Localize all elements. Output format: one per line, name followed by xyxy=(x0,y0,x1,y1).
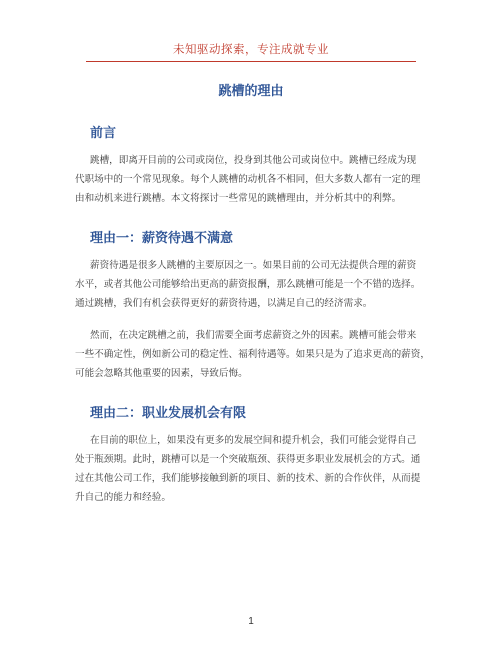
paragraph-line: 然而，在决定跳槽之前，我们需要全面考虑薪资之外的因素。跳槽可能会带来 xyxy=(90,330,417,341)
paragraph-line: 通过跳槽，我们有机会获得更好的薪资待遇，以满足自己的经济需求。 xyxy=(75,298,373,309)
paragraph-line: 在目前的职位上，如果没有更多的发展空间和提升机会，我们可能会觉得自己 xyxy=(90,435,417,446)
paragraph-line: 薪资待遇是很多人跳槽的主要原因之一。如果目前的公司无法提供合理的薪资 xyxy=(90,260,417,271)
page-header-slogan: 未知驱动探索，专注成就专业 xyxy=(173,42,329,56)
header-divider xyxy=(86,61,416,62)
paragraph-line: 跳槽，即离开目前的公司或岗位，投身到其他公司或岗位中。跳槽已经成为现 xyxy=(90,155,417,166)
paragraph-line: 由和动机来进行跳槽。本文将探讨一些常见的跳槽理由，并分析其中的利弊。 xyxy=(75,193,402,204)
page-number: 1 xyxy=(248,616,254,627)
paragraph-preface xyxy=(75,151,421,208)
paragraph-line: 过在其他公司工作，我们能够接触到新的项目、新的技术、新的合作伙伴，从而提 xyxy=(75,473,421,484)
paragraph-line: 处于瓶颈期。此时，跳槽可以是一个突破瓶颈、获得更多职业发展机会的方式。通 xyxy=(75,454,421,465)
paragraph-reason-two xyxy=(75,431,421,507)
paragraph-line: 可能会忽略其他重要的因素，导致后悔。 xyxy=(75,368,248,379)
section-heading-preface: 前言 xyxy=(90,126,117,141)
paragraph-line: 代职场中的一个常见现象。每个人跳槽的动机各不相同，但大多数人都有一定的理 xyxy=(75,174,421,185)
paragraph-line: 水平，或者其他公司能够给出更高的薪资报酬，那么跳槽可能是一个不错的选择。 xyxy=(75,279,421,290)
paragraph-line: 一些不确定性，例如新公司的稳定性、福利待遇等。如果只是为了追求更高的薪资， xyxy=(75,349,430,360)
paragraph-reason-one-b xyxy=(75,326,430,383)
document-title: 跳槽的理由 xyxy=(218,84,284,99)
section-heading-reason-one: 理由一：薪资待遇不满意 xyxy=(90,231,234,246)
paragraph-reason-one-a xyxy=(75,256,421,313)
section-heading-reason-two: 理由二：职业发展机会有限 xyxy=(90,406,247,421)
paragraph-line: 升自己的能力和经验。 xyxy=(75,492,171,503)
